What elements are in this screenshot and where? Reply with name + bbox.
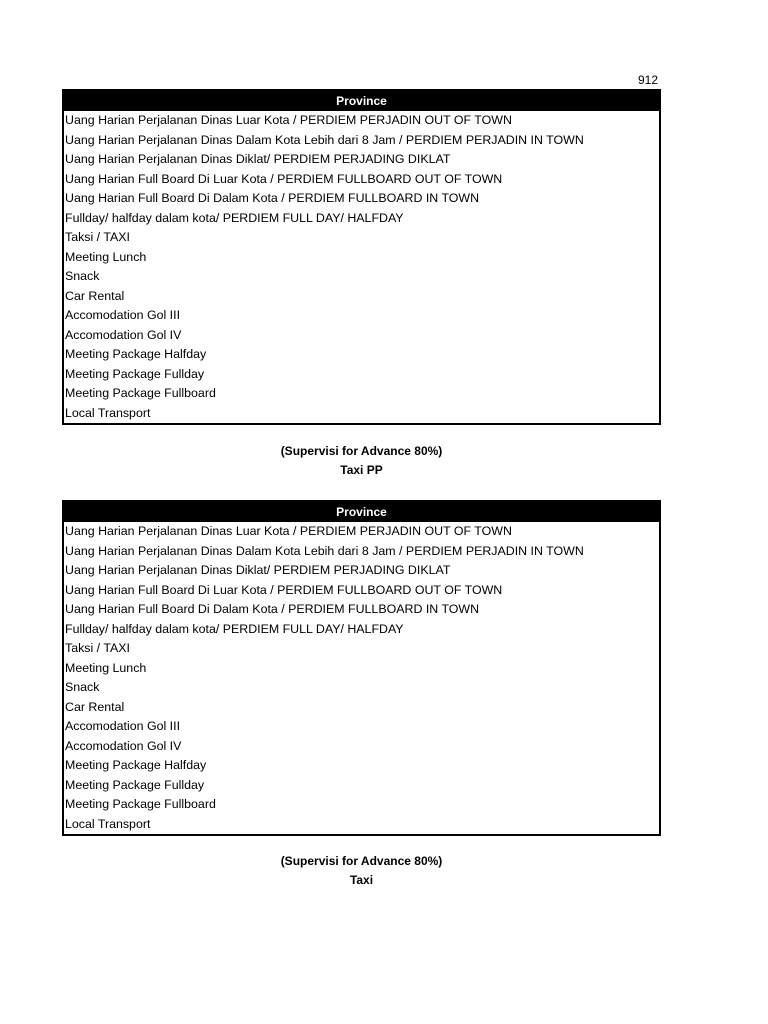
table-row: Fullday/ halfday dalam kota/ PERDIEM FULL DAY/ HALFDAY xyxy=(65,210,404,225)
table-row: Uang Harian Full Board Di Dalam Kota / PERDIEM FULLBOARD IN TOWN xyxy=(65,602,480,616)
table-row: Meeting Package Fullboard xyxy=(65,797,216,811)
table-row: Taksi / TAXI xyxy=(65,641,130,655)
table-row: Car Rental xyxy=(65,699,125,714)
caption-2 xyxy=(62,852,661,890)
table-row: Meeting Package Halfday xyxy=(65,347,207,361)
table-row: Meeting Package Fullday xyxy=(65,777,205,792)
table-row: Fullday/ halfday dalam kota/ PERDIEM FULL DAY/ HALFDAY xyxy=(65,621,404,636)
table-row: Accomodation Gol III xyxy=(65,719,181,733)
table-header-province: Province xyxy=(64,502,659,522)
table-header-province: Province xyxy=(64,91,659,111)
caption-supervisi: (Supervisi for Advance 80%) xyxy=(280,444,443,458)
caption-title: Taxi xyxy=(349,873,374,887)
table-row: Accomodation Gol IV xyxy=(65,327,182,342)
table-row: Local Transport xyxy=(65,405,151,420)
table-row: Uang Harian Full Board Di Luar Kota / PERDIEM FULLBOARD OUT OF TOWN xyxy=(65,582,503,597)
caption-1 xyxy=(62,442,661,480)
table-row: Taksi / TAXI xyxy=(65,230,130,244)
table-row: Meeting Package Fullday xyxy=(65,366,205,381)
rate-table-1 xyxy=(62,89,661,425)
table-row: Accomodation Gol IV xyxy=(65,738,182,753)
caption-supervisi: (Supervisi for Advance 80%) xyxy=(280,854,443,868)
table-row: Uang Harian Perjalanan Dinas Luar Kota / PERDIEM PERJADIN OUT OF TOWN xyxy=(65,113,512,127)
table-row: Uang Harian Perjalanan Dinas Luar Kota / PERDIEM PERJADIN OUT OF TOWN xyxy=(65,524,512,538)
table-row: Uang Harian Perjalanan Dinas Diklat/ PERDIEM PERJADING DIKLAT xyxy=(65,152,451,166)
table-row: Snack xyxy=(65,680,100,694)
table-row: Meeting Package Fullboard xyxy=(65,386,216,400)
table-row: Uang Harian Full Board Di Luar Kota / PERDIEM FULLBOARD OUT OF TOWN xyxy=(65,171,503,186)
table-row: Uang Harian Full Board Di Dalam Kota / PERDIEM FULLBOARD IN TOWN xyxy=(65,191,480,205)
table-row: Car Rental xyxy=(65,288,125,303)
page-number: 912 xyxy=(637,73,658,87)
rate-table-2 xyxy=(62,500,661,836)
table-row: Uang Harian Perjalanan Dinas Dalam Kota Lebih dari 8 Jam / PERDIEM PERJADIN IN TOWN xyxy=(65,543,584,558)
table-row: Snack xyxy=(65,269,100,283)
caption-title: Taxi PP xyxy=(340,463,383,477)
table-row: Uang Harian Perjalanan Dinas Dalam Kota Lebih dari 8 Jam / PERDIEM PERJADIN IN TOWN xyxy=(65,132,584,147)
table-row: Uang Harian Perjalanan Dinas Diklat/ PERDIEM PERJADING DIKLAT xyxy=(65,563,451,577)
table-row: Meeting Lunch xyxy=(65,660,147,675)
table-row: Accomodation Gol III xyxy=(65,308,181,322)
table-row: Meeting Lunch xyxy=(65,249,147,264)
table-row: Meeting Package Halfday xyxy=(65,758,207,772)
table-row: Local Transport xyxy=(65,816,151,831)
